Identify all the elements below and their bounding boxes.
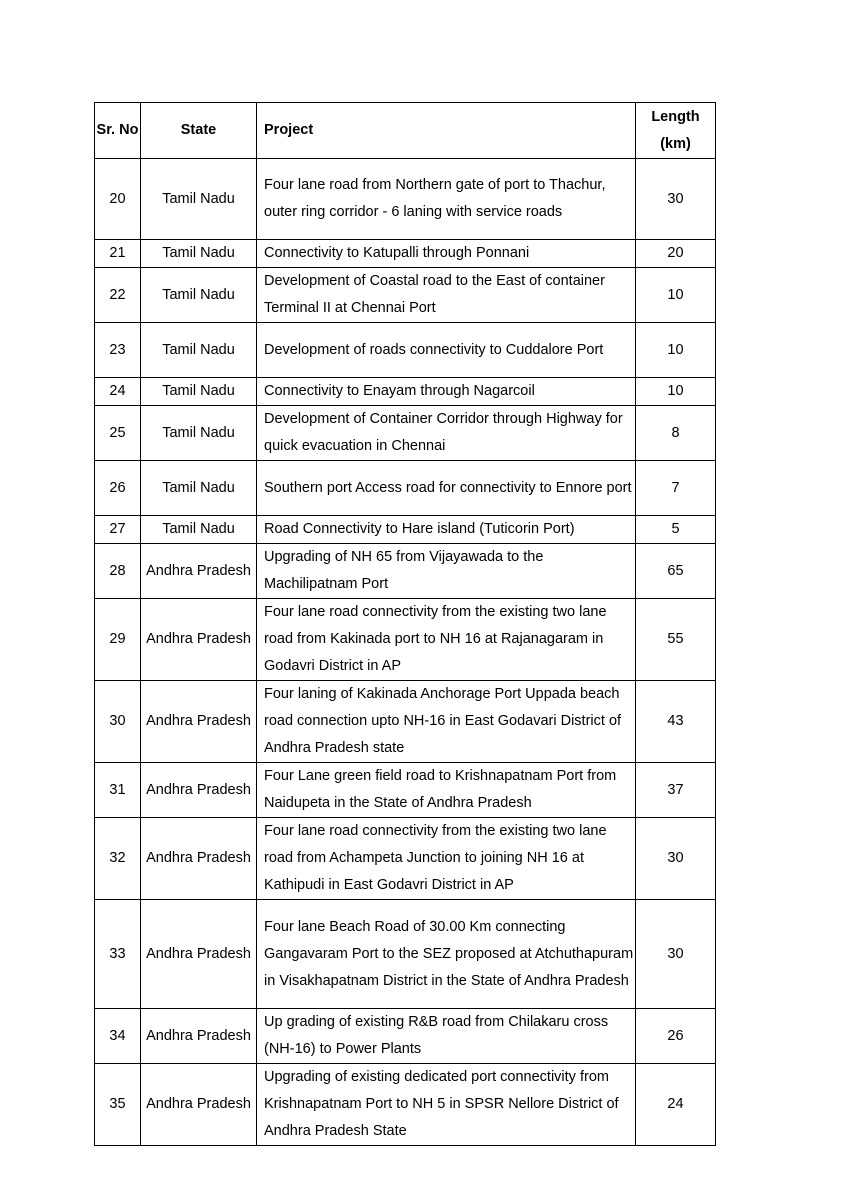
row-sr-no: 26 [95,461,141,516]
row-state: Tamil Nadu [141,378,257,406]
row-project: Four lane road connectivity from the existing two lane road from Kakinada port to NH 16 at Rajanagaram in Godavri District in AP [257,599,636,681]
row-state: Tamil Nadu [141,406,257,461]
header-length: Length (km) [636,103,716,159]
table-row [95,268,716,323]
row-length: 30 [636,900,716,1009]
row-state: Andhra Pradesh [141,900,257,1009]
row-state: Andhra Pradesh [141,818,257,900]
row-project: Upgrading of existing dedicated port connectivity from Krishnapatnam Port to NH 5 in SPSR Nellore District of Andhra Pradesh State [257,1064,636,1146]
row-sr-no: 35 [95,1064,141,1146]
row-project: Road Connectivity to Hare island (Tuticorin Port) [257,516,636,544]
row-project: Development of roads connectivity to Cuddalore Port [257,323,636,378]
row-project: Four lane road from Northern gate of port to Thachur, outer ring corridor - 6 laning with service roads [257,159,636,240]
row-project: Development of Coastal road to the East of container Terminal II at Chennai Port [257,268,636,323]
row-length: 7 [636,461,716,516]
row-state: Tamil Nadu [141,268,257,323]
row-project: Connectivity to Enayam through Nagarcoil [257,378,636,406]
row-length: 10 [636,323,716,378]
row-sr-no: 24 [95,378,141,406]
row-sr-no: 34 [95,1009,141,1064]
row-state: Andhra Pradesh [141,681,257,763]
row-length: 10 [636,378,716,406]
table-row [95,599,716,681]
row-state: Andhra Pradesh [141,763,257,818]
table-row [95,544,716,599]
table-row [95,1064,716,1146]
row-length: 55 [636,599,716,681]
row-length: 20 [636,240,716,268]
row-length: 5 [636,516,716,544]
row-state: Andhra Pradesh [141,1009,257,1064]
row-sr-no: 33 [95,900,141,1009]
table-row [95,406,716,461]
row-sr-no: 28 [95,544,141,599]
row-sr-no: 20 [95,159,141,240]
row-sr-no: 32 [95,818,141,900]
row-project: Four lane road connectivity from the existing two lane road from Achampeta Junction to joining NH 16 at Kathipudi in East Godavri District in AP [257,818,636,900]
row-length: 37 [636,763,716,818]
row-length: 65 [636,544,716,599]
row-project: Four lane Beach Road of 30.00 Km connecting Gangavaram Port to the SEZ proposed at Atchuthapuram in Visakhapatnam District in the State of Andhra Pradesh [257,900,636,1009]
table-row [95,516,716,544]
table-row [95,378,716,406]
table-row [95,323,716,378]
header-sr-no: Sr. No [95,103,141,159]
table-row [95,159,716,240]
row-sr-no: 29 [95,599,141,681]
row-length: 8 [636,406,716,461]
row-length: 30 [636,159,716,240]
row-state: Andhra Pradesh [141,1064,257,1146]
table-body [95,159,716,1146]
row-length: 10 [636,268,716,323]
row-state: Tamil Nadu [141,323,257,378]
row-project: Connectivity to Katupalli through Ponnani [257,240,636,268]
row-state: Andhra Pradesh [141,599,257,681]
row-project: Upgrading of NH 65 from Vijayawada to the Machilipatnam Port [257,544,636,599]
table-row [95,1009,716,1064]
table-row [95,240,716,268]
row-sr-no: 30 [95,681,141,763]
header-state: State [141,103,257,159]
row-state: Andhra Pradesh [141,544,257,599]
row-length: 24 [636,1064,716,1146]
row-sr-no: 27 [95,516,141,544]
row-length: 30 [636,818,716,900]
table-row [95,681,716,763]
row-sr-no: 31 [95,763,141,818]
row-length: 43 [636,681,716,763]
table-header-row [95,103,716,159]
row-project: Up grading of existing R&B road from Chilakaru cross (NH-16) to Power Plants [257,1009,636,1064]
row-project: Development of Container Corridor through Highway for quick evacuation in Chennai [257,406,636,461]
table-row [95,900,716,1009]
row-sr-no: 25 [95,406,141,461]
header-project: Project [257,103,636,159]
row-state: Tamil Nadu [141,461,257,516]
row-project: Four laning of Kakinada Anchorage Port Uppada beach road connection upto NH-16 in East Godavari District of Andhra Pradesh state [257,681,636,763]
projects-table [94,102,716,1146]
row-sr-no: 21 [95,240,141,268]
row-project: Four Lane green field road to Krishnapatnam Port from Naidupeta in the State of Andhra Pradesh [257,763,636,818]
row-state: Tamil Nadu [141,159,257,240]
table-row [95,818,716,900]
row-length: 26 [636,1009,716,1064]
row-project: Southern port Access road for connectivity to Ennore port [257,461,636,516]
table-row [95,461,716,516]
table-row [95,763,716,818]
row-state: Tamil Nadu [141,516,257,544]
row-sr-no: 22 [95,268,141,323]
row-sr-no: 23 [95,323,141,378]
row-state: Tamil Nadu [141,240,257,268]
